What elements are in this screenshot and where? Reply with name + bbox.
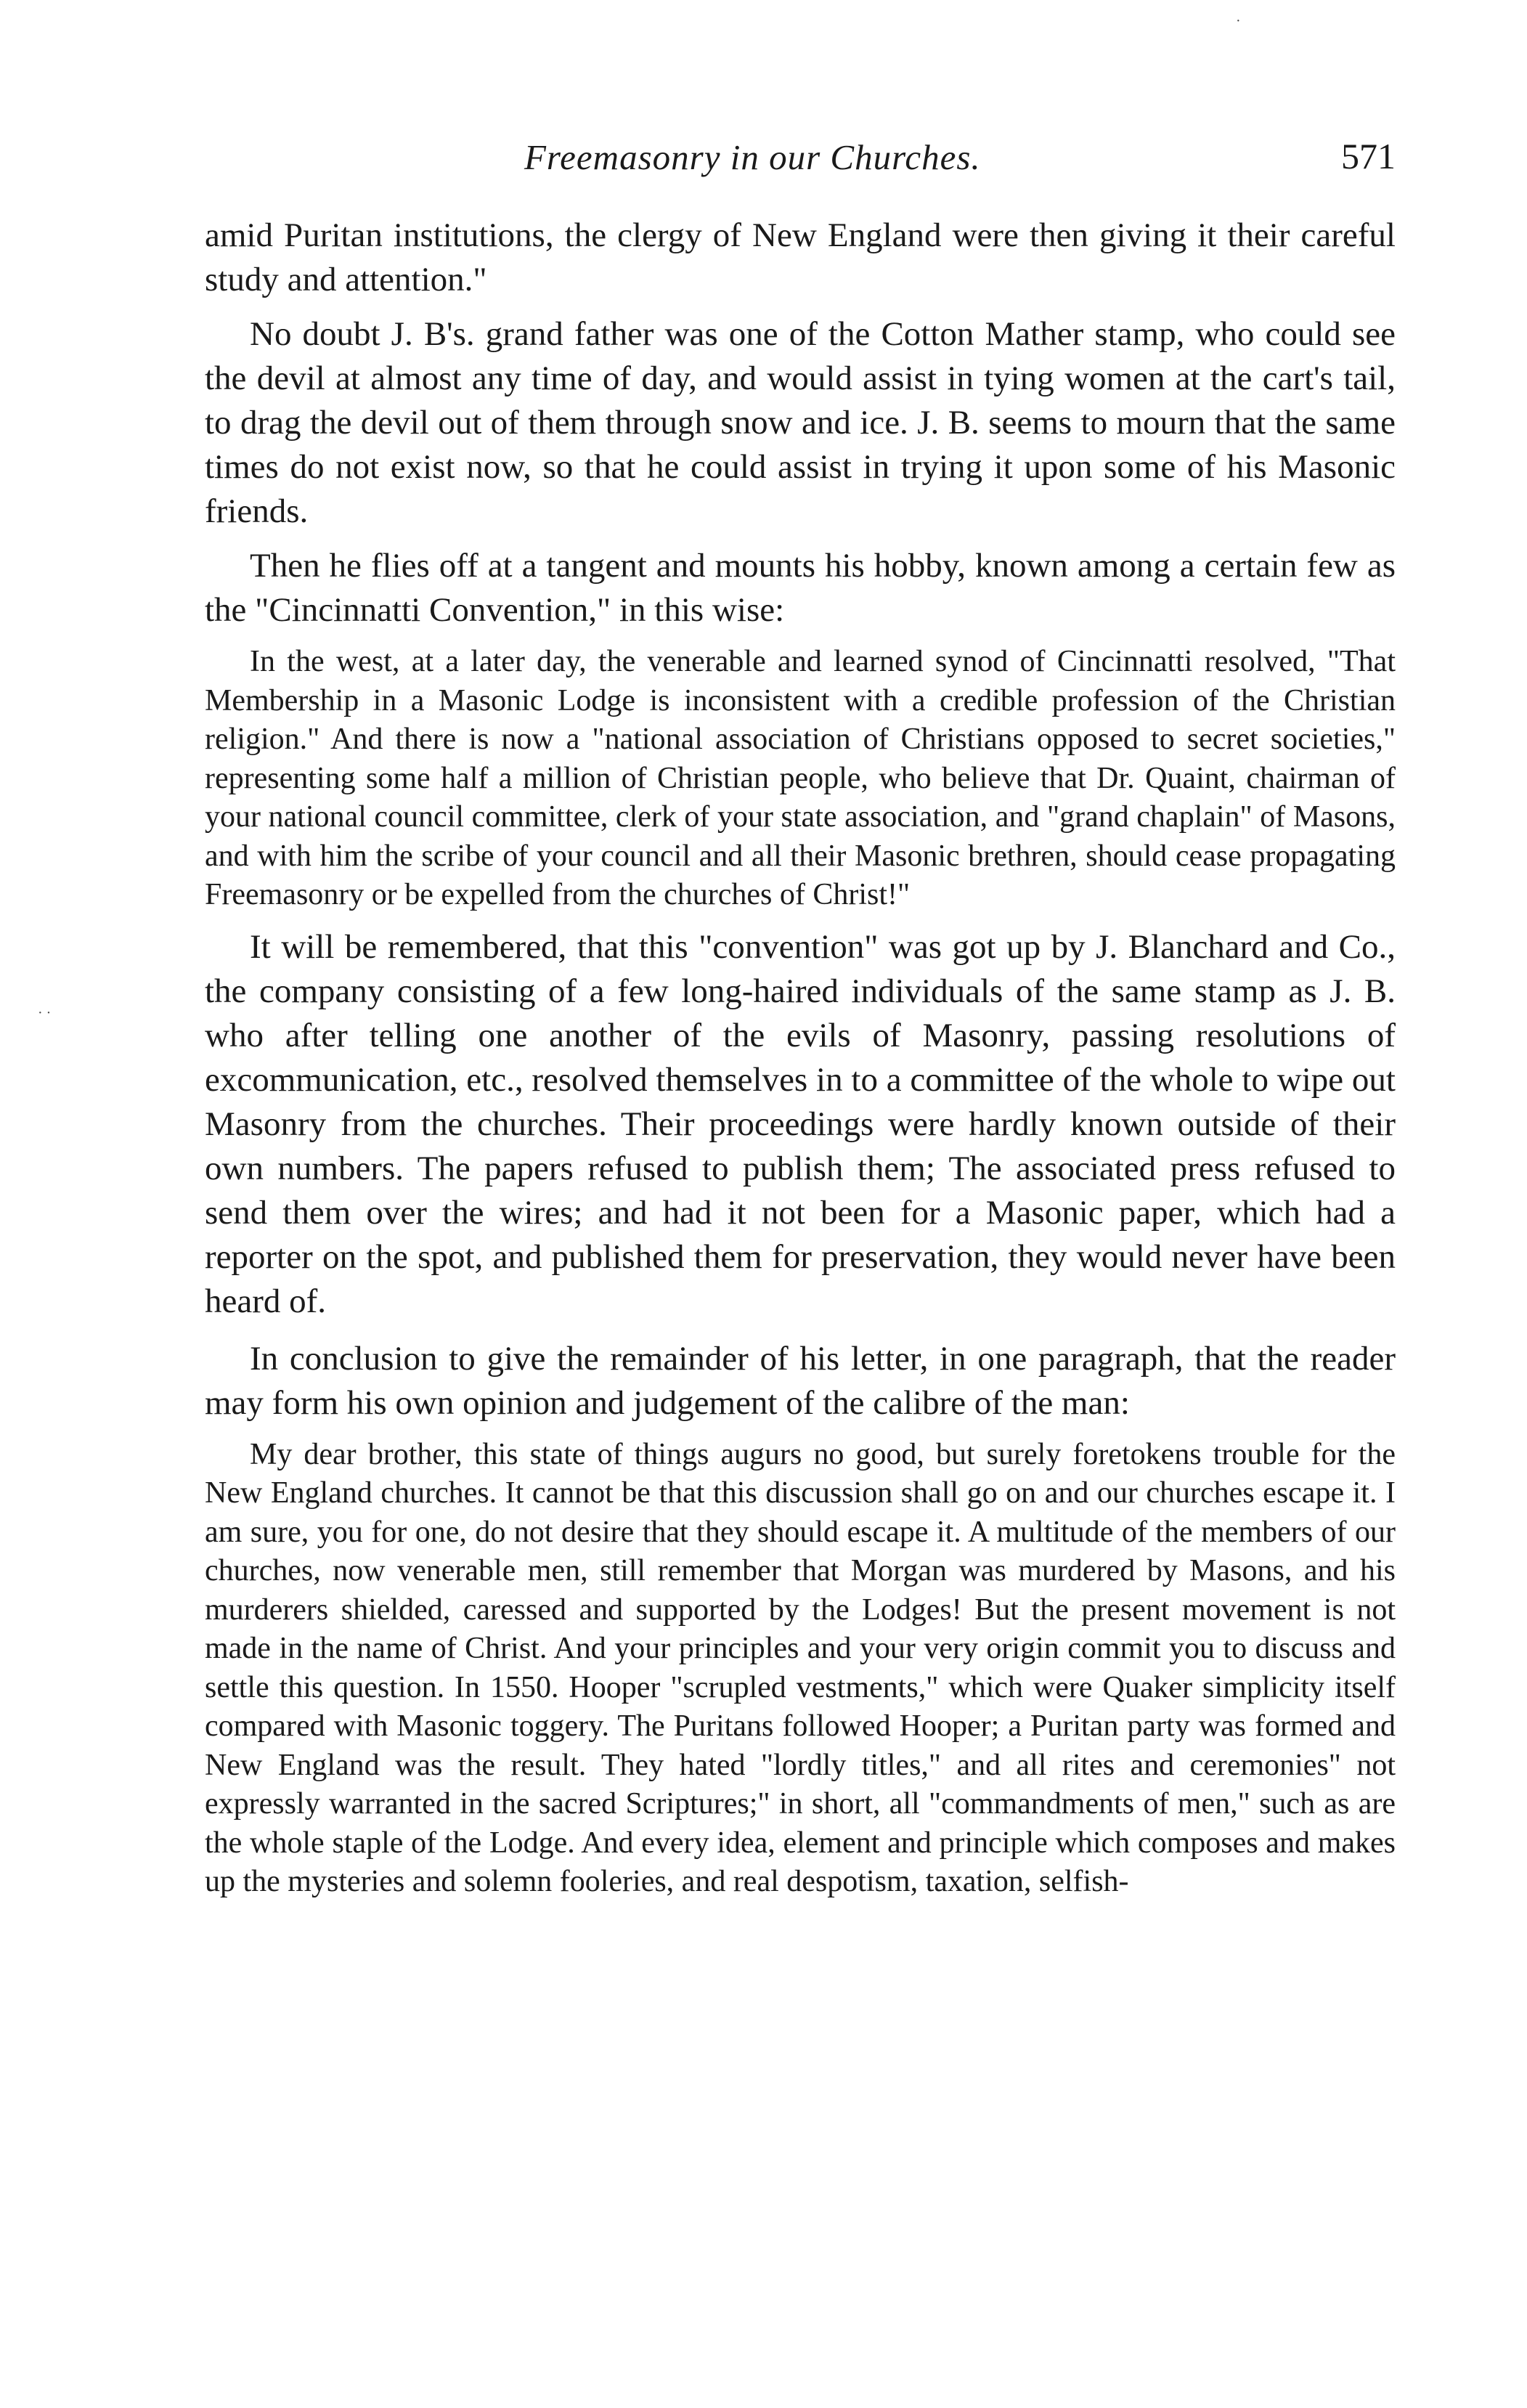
paragraph-convention: It will be remembered, that this "convention" was got up by J. Blanchard and Co., the company consisting of a few long-haired individuals of the same stamp as J. B. who after telling one another of the evils of Masonry, passing resolutions of excommunication, etc., resolved themselves in to a committee of the whole to wipe out Masonry from the churches. Their proceedings were hardly known outside of their own numbers. The papers refused to publish them; The associated press refused to send them over the wires; and had it not been for a Masonic paper, which had a reporter on the spot, and published them for preservation, they would never have been heard of. [205, 927, 1396, 1320]
block-quote-synod: In the west, at a later day, the venerable and learned synod of Cincinnatti resolved, "That Membership in a Masonic Lodge is inconsistent with a credible profession of the Christian religion." And there is now a "national association of Christians opposed to secret societies," representing some half a million of Christian people, who believe that Dr. Quaint, chairman of your national council committee, clerk of your state association, and "grand chaplain" of Masons, and with him the scribe of your council and all their Masonic brethren, should cease propagating Freemasonry or be expelled from the churches of Christ!" [205, 645, 1396, 911]
paragraph-cotton-mather: No doubt J. B's. grand father was one of the Cotton Mather stamp, who could see the devil at almost any time of day, and would assist in tying women at the cart's tail, to drag the devil out of them through snow and ice. J. B. seems to mourn that the same times do not exist now, so that he could assist in trying it upon some of his Masonic friends. [205, 315, 1396, 530]
page-number: 571 [1341, 136, 1396, 176]
margin-mark-left: · · [38, 1005, 52, 1021]
page-body [205, 213, 1396, 1902]
paragraph-hobby-intro: Then he flies off at a tangent and mounts his hobby, known among a certain few as the "Cincinnatti Convention," in this wise: [205, 547, 1396, 629]
running-title: Freemasonry in our Churches. [524, 137, 981, 177]
book-page [205, 128, 1396, 1912]
block-quote-letter: My dear brother, this state of things augurs no good, but surely foretokens trouble for the New England churches. It cannot be that this discussion shall go on and our churches escape it. I am sure, you for one, do not desire that they should escape it. A multitude of the members of our churches, now venerable men, still remember that Morgan was murdered by Masons, and his murderers shielded, caressed and supported by the Lodges! But the present movement is not made in the name of Christ. And your principles and your very origin commit you to discuss and settle this question. In 1550. Hooper "scrupled vestments," which were Quaker simplicity itself compared with Masonic toggery. The Puritans followed Hooper; a Puritan party was formed and New England was the result. They hated "lordly titles," and all rites and ceremonies" not expressly warranted in the sacred Scriptures;" in short, all "commandments of men," such as are the whole staple of the Lodge. And every idea, element and principle which composes and makes up the mysteries and solemn fooleries, and real despotism, taxation, selfish- [205, 1437, 1396, 1898]
paragraph-continued: amid Puritan institutions, the clergy of New England were then giving it their careful study and attention." [205, 216, 1396, 298]
paragraph-conclusion-intro: In conclusion to give the remainder of his letter, in one paragraph, that the reader may form his own opinion and judgement of the calibre of the man: [205, 1339, 1396, 1422]
margin-mark-top-right: · [1236, 13, 1241, 29]
page-header [205, 128, 1396, 213]
